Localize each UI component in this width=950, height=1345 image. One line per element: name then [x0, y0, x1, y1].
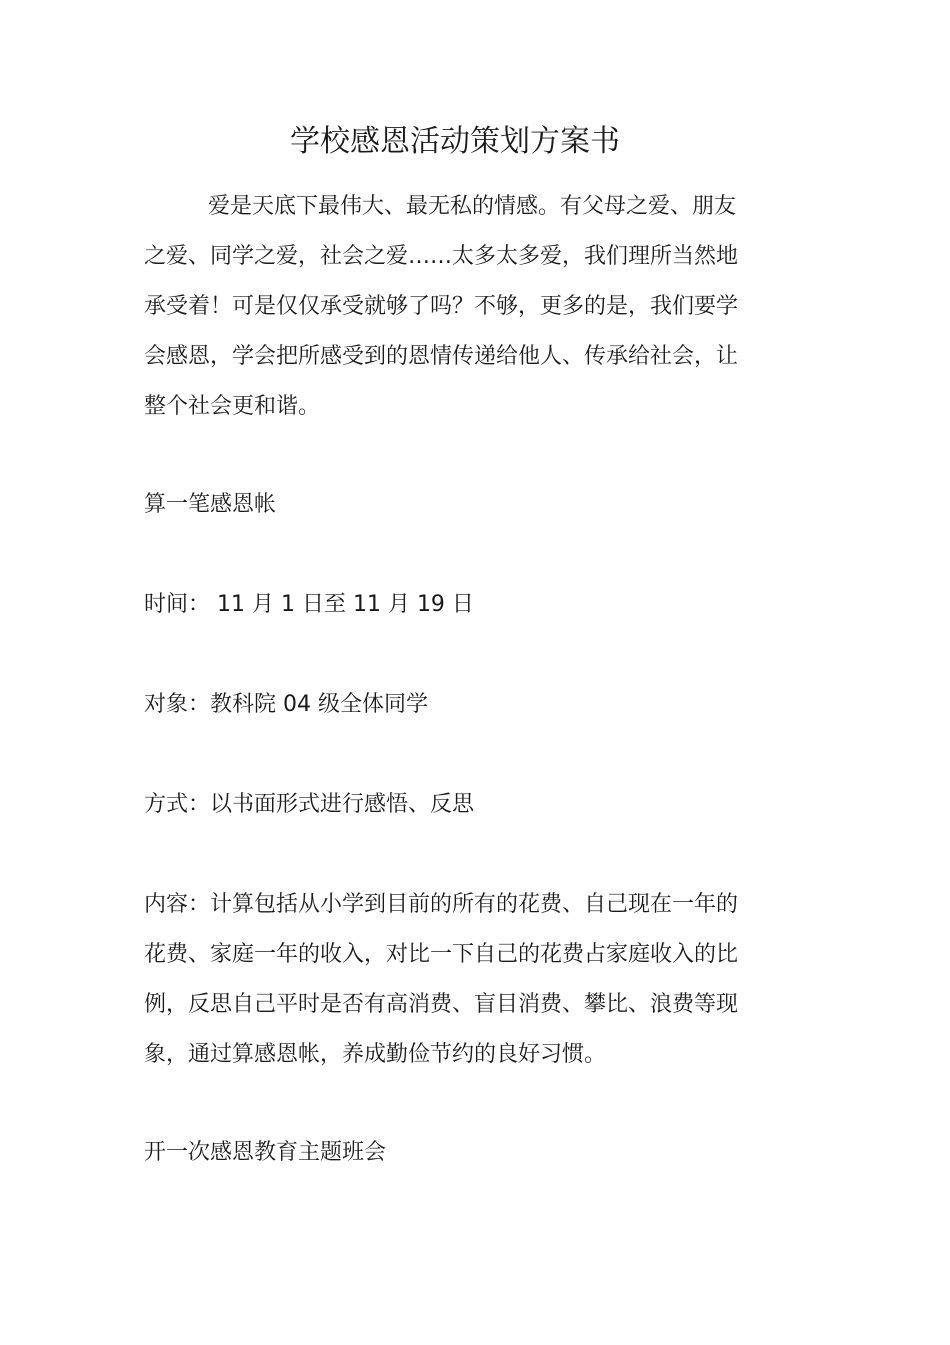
document-title: 学校感恩活动策划方案书: [290, 124, 620, 159]
content-paragraph: 内容：计算包括从小学到目前的所有的花费、自己现在一年的花费、家庭一年的收入，对比一下自己的花费占家庭收入的比例，反思自己平时是否有高消费、盲目消费、攀比、浪费等现象，通过算感恩帐，养成勤俭节约的良好习惯。: [144, 892, 739, 1067]
method-line: 方式：以书面形式进行感悟、反思: [144, 792, 475, 817]
time-line: 时间： 11 月 1 日至 11 月 19 日: [144, 592, 474, 617]
intro-paragraph: 爱是天底下最伟大、最无私的情感。有父母之爱、朋友之爱、同学之爱，社会之爱……太多太多爱，我们理所当然地承受着！可是仅仅承受就够了吗？不够，更多的是，我们要学会感恩，学会把所感受到的恩情传递给他人、传承给社会，让整个社会更和谐。: [144, 194, 739, 419]
section-heading-gratitude-account: 算一笔感恩帐: [144, 492, 277, 517]
target-line: 对象：教科院 04 级全体同学: [144, 692, 428, 717]
section-heading-class-meeting: 开一次感恩教育主题班会: [144, 1140, 387, 1165]
